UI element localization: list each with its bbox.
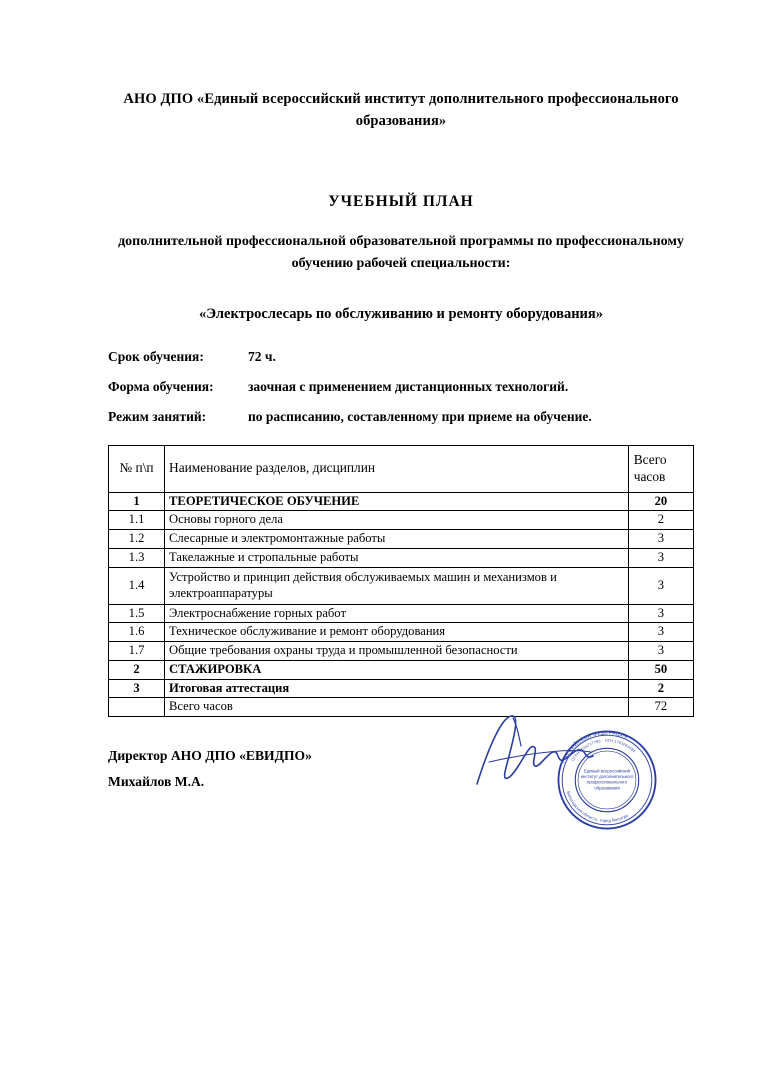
official-stamp: [551, 724, 663, 836]
cell-num: 3: [109, 679, 165, 698]
cell-name: Электроснабжение горных работ: [165, 604, 629, 623]
cell-name: Общие требования охраны труда и промышленной безопасности: [165, 642, 629, 661]
page-title: УЧЕБНЫЙ ПЛАН: [328, 192, 474, 210]
table-row: [109, 567, 694, 604]
meta-row: [108, 379, 694, 395]
cell-hours: 20: [628, 492, 693, 511]
cell-hours: 2: [628, 511, 693, 530]
meta-label-schedule: Режим занятий:: [108, 408, 207, 424]
cell-hours: 3: [628, 623, 693, 642]
curriculum-table: [108, 445, 694, 717]
cell-name: Устройство и принцип действия обслуживаемых машин и механизмов и электроаппаратуры: [165, 567, 629, 604]
document-subtitle: дополнительной профессиональной образовательной программы по профессиональному обучению рабочей специальности:: [118, 233, 684, 272]
meta-value-duration: 72 ч.: [248, 348, 276, 364]
cell-num: [109, 698, 165, 717]
cell-num: 2: [109, 660, 165, 679]
cell-name: Такелажные и стропальные работы: [165, 548, 629, 567]
table-row: [109, 623, 694, 642]
signature-position: Директор АНО ДПО «ЕВИДПО»: [108, 748, 312, 764]
cell-num: 1.2: [109, 530, 165, 549]
cell-num: 1.1: [109, 511, 165, 530]
cell-hours: 3: [628, 604, 693, 623]
header-cell-hours: Всего часов: [628, 445, 693, 492]
table-row: [109, 679, 694, 698]
cell-num: 1.3: [109, 548, 165, 567]
meta-label-form: Форма обучения:: [108, 378, 214, 394]
cell-num: 1.5: [109, 604, 165, 623]
organization-title: АНО ДПО «Единый всероссийский институт дополнительного профессионального образования»: [123, 91, 679, 130]
cell-name: Итоговая аттестация: [165, 679, 629, 698]
svg-text:РОССИЙСКАЯ ФЕДЕРАЦИЯ: РОССИЙСКАЯ ФЕДЕРАЦИЯ: [560, 730, 629, 764]
cell-hours: 72: [628, 698, 693, 717]
cell-num: 1.7: [109, 642, 165, 661]
cell-name: Техническое обслуживание и ремонт оборудования: [165, 623, 629, 642]
header-cell-name: Наименование разделов, дисциплин: [165, 445, 629, 492]
header-cell-num: № п\п: [109, 445, 165, 492]
program-name: «Электрослесарь по обслуживанию и ремонту оборудования»: [198, 305, 603, 322]
meta-value-schedule: по расписанию, составленному при приеме на обучение.: [248, 408, 592, 424]
cell-name: Основы горного дела: [165, 511, 629, 530]
signature-name: Михайлов М.А.: [108, 773, 205, 789]
meta-block: [108, 349, 694, 425]
svg-text:профессионального: профессионального: [586, 779, 628, 785]
table-row: [109, 492, 694, 511]
cell-hours: 2: [628, 679, 693, 698]
cell-name: ТЕОРЕТИЧЕСКОЕ ОБУЧЕНИЕ: [165, 492, 629, 511]
cell-name: Слесарные и электромонтажные работы: [165, 530, 629, 549]
table-row: [109, 660, 694, 679]
meta-label-duration: Срок обучения:: [108, 348, 204, 364]
document-content: [108, 88, 694, 795]
svg-text:институт дополнительного: институт дополнительного: [580, 774, 634, 780]
stamp-and-signature-area: [455, 706, 705, 836]
table-header-row: [109, 445, 694, 492]
cell-num: 1.4: [109, 567, 165, 604]
cell-num: 1.6: [109, 623, 165, 642]
svg-text:ОГРН 1516717795 · ОГН 17032694: ОГРН 1516717795 · ОГН 1703269484: [570, 738, 637, 763]
table-row: [109, 642, 694, 661]
table-row: [109, 511, 694, 530]
meta-value-form: заочная с применением дистанционных технологий.: [248, 378, 569, 394]
cell-name: СТАЖИРОВКА: [165, 660, 629, 679]
cell-num: 1: [109, 492, 165, 511]
meta-row: [108, 409, 694, 425]
table-row: [109, 530, 694, 549]
cell-hours: 3: [628, 642, 693, 661]
meta-row: [108, 349, 694, 365]
cell-hours: 50: [628, 660, 693, 679]
cell-hours: 3: [628, 530, 693, 549]
table-row: [109, 548, 694, 567]
svg-text:Вологодская область, город Вол: Вологодская область, город Вологда: [565, 790, 629, 824]
cell-hours: 3: [628, 567, 693, 604]
svg-text:образования: образования: [594, 785, 620, 791]
cell-name: Всего часов: [165, 698, 629, 717]
svg-text:Единый всероссийский: Единый всероссийский: [583, 768, 631, 774]
cell-hours: 3: [628, 548, 693, 567]
table-row: [109, 604, 694, 623]
